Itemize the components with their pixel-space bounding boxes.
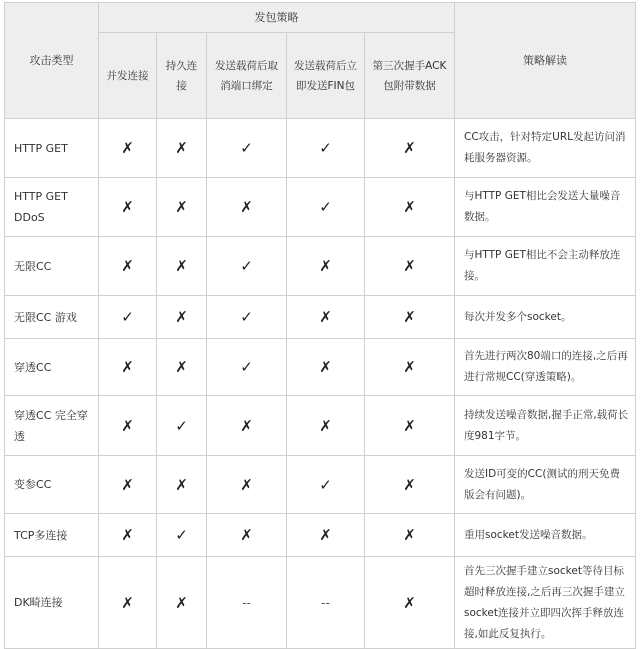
cross-mark: ✗ [365,237,455,296]
check-mark: ✓ [287,119,365,178]
check-mark: ✓ [207,237,287,296]
cross-mark: ✗ [365,119,455,178]
table-row [5,237,636,296]
header-ack-with-data: 第三次握手ACK包附带数据 [365,33,455,119]
cross-mark: ✗ [157,339,207,396]
attack-type-cell: TCP多连接 [5,514,99,557]
strategy-description-cell: 与HTTP GET相比会发送大量噪音数据。 [455,178,636,237]
cross-mark: ✗ [365,396,455,456]
cross-mark: ✗ [365,339,455,396]
check-mark: ✓ [207,119,287,178]
attack-type-cell: DK畸连接 [5,557,99,649]
strategy-description-cell: 发送ID可变的CC(测试的刑天免费版会有问题)。 [455,456,636,514]
cross-mark: ✗ [207,178,287,237]
cross-mark: ✗ [365,514,455,557]
cross-mark: ✗ [207,514,287,557]
strategy-description-cell: CC攻击，针对特定URL发起访问消耗服务器资源。 [455,119,636,178]
cross-mark: ✗ [99,237,157,296]
table-body [5,119,636,649]
attack-type-cell: HTTP GET DDoS [5,178,99,237]
table-row [5,514,636,557]
strategy-description-cell: 首先进行两次80端口的连接,之后再进行常规CC(穿透策略)。 [455,339,636,396]
cross-mark: ✗ [287,396,365,456]
dash-mark: -- [287,557,365,649]
header-concurrent-connection: 并发连接 [99,33,157,119]
cross-mark: ✗ [157,557,207,649]
header-strategy-notes: 策略解读 [455,3,636,119]
strategy-description-cell: 重用socket发送噪音数据。 [455,514,636,557]
table-row [5,296,636,339]
check-mark: ✓ [287,456,365,514]
table-row [5,456,636,514]
check-mark: ✓ [207,339,287,396]
strategy-description-cell: 与HTTP GET相比不会主动释放连接。 [455,237,636,296]
strategy-description-cell: 首先三次握手建立socket等待目标超时释放连接,之后再三次握手建立socket连接并立即四次挥手释放连接,如此反复执行。 [455,557,636,649]
check-mark: ✓ [99,296,157,339]
cross-mark: ✗ [157,456,207,514]
attack-type-cell: 穿透CC [5,339,99,396]
cross-mark: ✗ [365,557,455,649]
attack-type-cell: 无限CC 游戏 [5,296,99,339]
header-persistent-connection: 持久连接 [157,33,207,119]
strategy-description-cell: 每次并发多个socket。 [455,296,636,339]
cross-mark: ✗ [157,237,207,296]
table-row [5,339,636,396]
attack-type-cell: 无限CC [5,237,99,296]
cross-mark: ✗ [157,296,207,339]
cross-mark: ✗ [99,178,157,237]
cross-mark: ✗ [287,339,365,396]
table-row [5,396,636,456]
cross-mark: ✗ [99,396,157,456]
cross-mark: ✗ [365,456,455,514]
header-attack-type: 攻击类型 [5,3,99,119]
attack-type-cell: 变参CC [5,456,99,514]
cross-mark: ✗ [287,237,365,296]
cross-mark: ✗ [365,178,455,237]
check-mark: ✓ [157,514,207,557]
cross-mark: ✗ [99,557,157,649]
check-mark: ✓ [287,178,365,237]
check-mark: ✓ [207,296,287,339]
cross-mark: ✗ [207,396,287,456]
table-row [5,557,636,649]
table-row [5,119,636,178]
cross-mark: ✗ [99,119,157,178]
cross-mark: ✗ [365,296,455,339]
check-mark: ✓ [157,396,207,456]
cross-mark: ✗ [99,514,157,557]
cross-mark: ✗ [287,514,365,557]
cross-mark: ✗ [157,119,207,178]
strategy-description-cell: 持续发送噪音数据,握手正常,载荷长度981字节。 [455,396,636,456]
cross-mark: ✗ [99,339,157,396]
cross-mark: ✗ [207,456,287,514]
header-packet-strategy: 发包策略 [99,3,455,33]
cross-mark: ✗ [99,456,157,514]
attack-strategy-table [4,2,636,649]
cross-mark: ✗ [157,178,207,237]
attack-type-cell: 穿透CC 完全穿透 [5,396,99,456]
attack-type-cell: HTTP GET [5,119,99,178]
header-unbind-port: 发送载荷后取消端口绑定 [207,33,287,119]
header-send-fin: 发送载荷后立即发送FIN包 [287,33,365,119]
dash-mark: -- [207,557,287,649]
cross-mark: ✗ [287,296,365,339]
table-row [5,178,636,237]
